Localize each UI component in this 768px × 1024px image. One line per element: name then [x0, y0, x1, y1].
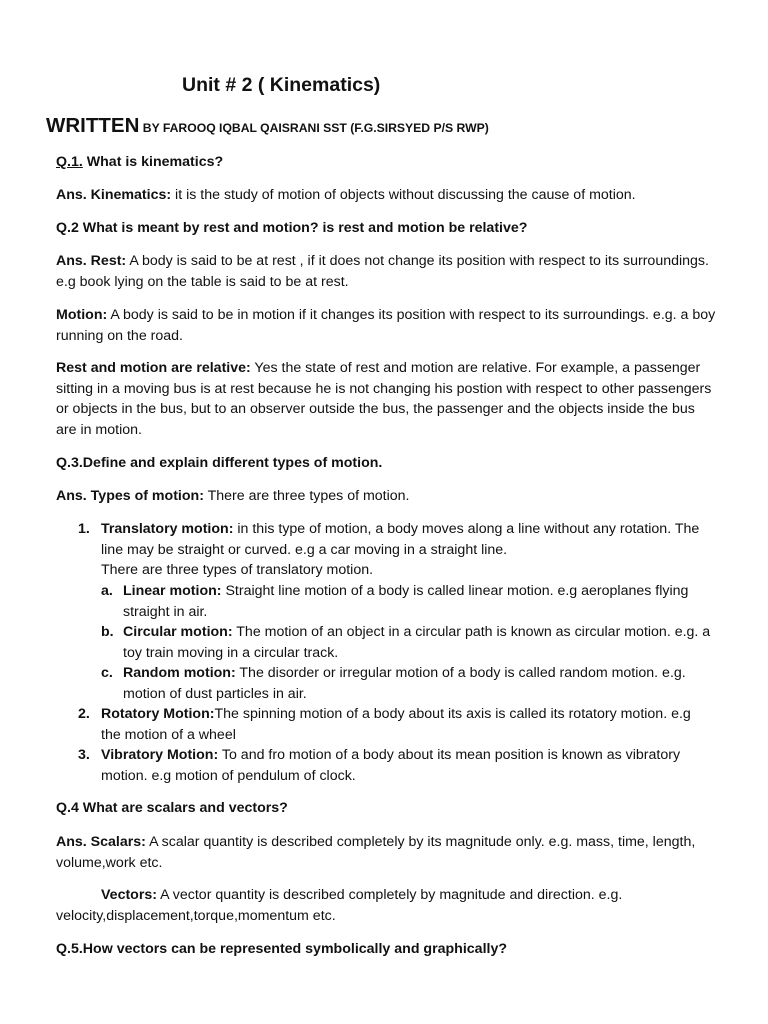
answer-2-relative	[56, 358, 716, 440]
answer-2-motion	[56, 305, 716, 346]
a4-scalars-text: A scalar quantity is described completely by its magnitude only. e.g. mass, time, length, volume,work etc.	[56, 834, 696, 871]
sublist-item-linear	[123, 581, 723, 622]
page-title: Unit # 2 ( Kinematics)	[182, 74, 381, 96]
a2-rest-label: Ans. Rest:	[56, 253, 127, 269]
q4-question: Q.4 What are scalars and vectors?	[56, 800, 288, 816]
a1-label: Ans. Kinematics:	[56, 187, 172, 203]
answer-4-scalars	[56, 832, 716, 873]
list-number: 1.	[78, 521, 90, 537]
sublist-letter: a.	[101, 583, 113, 599]
item-label: Vibratory Motion:	[101, 747, 219, 763]
a1-text: it is the study of motion of objects without discussing the cause of motion.	[171, 187, 636, 203]
subitem-label: Linear motion:	[123, 583, 222, 599]
a2-rest-text: A body is said to be at rest , if it does not change its position with respect to its surroundings. e.g book lying on the table is said to be at rest.	[56, 253, 709, 290]
question-5	[56, 939, 716, 960]
sublist-letter: c.	[101, 665, 113, 681]
subitem-text: The disorder or irregular motion of a body is called random motion. e.g. motion of dust particles in air.	[123, 665, 686, 702]
subitem-text: The motion of an object in a circular path is known as circular motion. e.g. a toy train moving in a circular track.	[123, 624, 711, 661]
a2-relative-label: Rest and motion are relative:	[56, 360, 251, 376]
sublist-letter: b.	[101, 624, 114, 640]
list-item-vibratory	[101, 745, 713, 786]
item-label: Rotatory Motion:	[101, 706, 215, 722]
sublist-item-random	[123, 663, 723, 704]
q3-question: Q.3.Define and explain different types of motion.	[56, 455, 383, 471]
a4-vectors-label: Vectors:	[101, 887, 157, 903]
q2-question: Q.2 What is meant by rest and motion? is rest and motion be relative?	[56, 220, 528, 236]
answer-1	[56, 185, 716, 206]
question-2	[56, 218, 716, 239]
answer-2-rest	[56, 251, 716, 292]
author-byline	[46, 113, 489, 141]
q1-question: What is kinematics?	[82, 154, 224, 170]
question-1	[56, 152, 716, 173]
subitem-label: Circular motion:	[123, 624, 233, 640]
translatory-types-note: There are three types of translatory motion.	[101, 562, 374, 578]
a2-relative-text: Yes the state of rest and motion are relative. For example, a passenger sitting in a moving bus is at rest because he is not changing his postion with respect to other passengers or objects in the bus, but to an observer outside the bus, the passenger and the objects inside the bus are in motion.	[56, 360, 712, 438]
list-item-rotatory	[101, 704, 713, 745]
list-number: 2.	[78, 706, 90, 722]
author-credit: BY FAROOQ IQBAL QAISRANI SST (F.G.SIRSYED P/S RWP)	[139, 121, 489, 135]
a3-label: Ans. Types of motion:	[56, 488, 204, 504]
q5-question: Q.5.How vectors can be represented symbolically and graphically?	[56, 941, 508, 957]
list-item-translatory	[101, 519, 713, 560]
sublist-item-circular	[123, 622, 723, 663]
written-label: WRITTEN	[46, 114, 140, 137]
subitem-label: Random motion:	[123, 665, 236, 681]
a2-motion-label: Motion:	[56, 307, 108, 323]
a4-vectors-text: A vector quantity is described completely by magnitude and direction. e.g. velocity,displacement,torque,momentum etc.	[56, 887, 623, 924]
item-text: in this type of motion, a body moves along a line without any rotation. The line may be straight or curved. e.g a car moving in a straight line.	[101, 521, 700, 558]
item-text: The spinning motion of a body about its axis is called its rotatory motion. e.g the motion of a wheel	[101, 706, 691, 743]
question-4	[56, 798, 716, 819]
q1-number: Q.1.	[56, 154, 83, 170]
a2-motion-text: A body is said to be in motion if it changes its position with respect to its surroundings. e.g. a boy running on the road.	[56, 307, 716, 344]
a3-text: There are three types of motion.	[203, 488, 410, 504]
answer-4-vectors	[56, 885, 716, 926]
answer-3	[56, 486, 716, 507]
question-3	[56, 453, 716, 474]
item-text: To and fro motion of a body about its mean position is known as vibratory motion. e.g motion of pendulum of clock.	[101, 747, 681, 784]
subitem-text: Straight line motion of a body is called linear motion. e.g aeroplanes flying straight in air.	[123, 583, 689, 620]
list-number: 3.	[78, 747, 90, 763]
a4-scalars-label: Ans. Scalars:	[56, 834, 146, 850]
item-label: Translatory motion:	[101, 521, 234, 537]
